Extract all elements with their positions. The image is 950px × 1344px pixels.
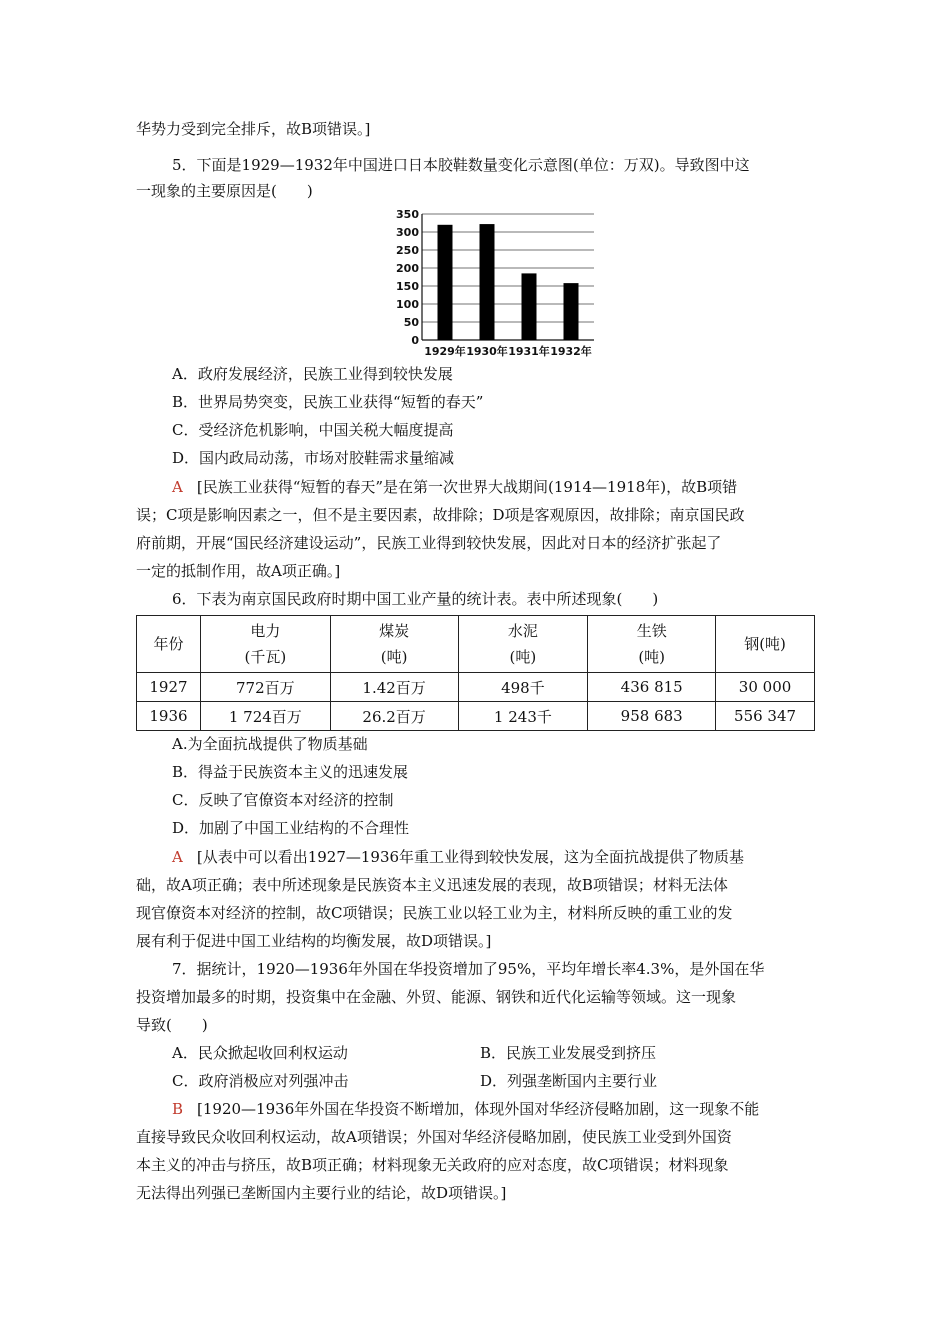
explanation-7-line-3: 本主义的冲击与挤压，故B项正确；材料现象无关政府的应对态度，故C项错误；材料现象 xyxy=(136,1156,729,1174)
explanation-6-line-3: 现官僚资本对经济的控制，故C项错误；民族工业以轻工业为主，材料所反映的重工业的发 xyxy=(136,904,733,922)
explanation-5-line-3: 府前期，开展“国民经济建设运动”，民族工业得到较快发展，因此对日本的经济扩张起了 xyxy=(136,534,722,552)
table-cell: 772百万 xyxy=(200,673,330,702)
table-cell: 30 000 xyxy=(716,673,815,702)
explanation-7-line-4: 无法得出列强已垄断国内主要行业的结论，故D项错误。] xyxy=(136,1184,507,1202)
x-tick-label: 1929年 xyxy=(424,345,466,358)
y-tick-label: 350 xyxy=(396,208,419,221)
answer-letter: B xyxy=(172,1100,184,1118)
explanation-6-line-1 xyxy=(172,847,744,867)
header-electricity: 电力 (千瓦) xyxy=(200,616,330,673)
table-cell: 1 243千 xyxy=(458,702,588,731)
question-7-stem: 7．据统计，1920—1936年外国在华投资增加了95%，平均年增长率4.3%，是外国在华 xyxy=(172,960,765,978)
option-6a: A.为全面抗战提供了物质基础 xyxy=(172,735,368,753)
x-tick-label: 1932年 xyxy=(550,345,592,358)
table-cell: 498千 xyxy=(458,673,588,702)
table-row xyxy=(137,702,815,731)
question-6-stem: 6．下表为南京国民政府时期中国工业产量的统计表。表中所述现象( ) xyxy=(172,590,659,608)
header-pig-iron: 生铁 (吨) xyxy=(588,616,716,673)
x-tick-label: 1930年 xyxy=(466,345,508,358)
option-5a: A．政府发展经济，民族工业得到较快发展 xyxy=(172,365,453,383)
explanation-text: [1920—1936年外国在华投资不断增加，体现外国对华经济侵略加剧，这一现象不能 xyxy=(197,1100,760,1118)
explanation-7-line-2: 直接导致民众收回利权运动，故A项错误；外国对华经济侵略加剧，使民族工业受到外国资 xyxy=(136,1128,732,1146)
table-cell: 1.42百万 xyxy=(330,673,458,702)
option-5d: D．国内政局动荡，市场对胶鞋需求量缩减 xyxy=(172,449,455,467)
table-row xyxy=(137,673,815,702)
y-tick-label: 300 xyxy=(396,226,419,239)
option-6b: B．得益于民族资本主义的迅速发展 xyxy=(172,763,409,781)
header-year: 年份 xyxy=(137,616,201,673)
option-7c: C．政府消极应对列强冲击 xyxy=(172,1072,349,1090)
option-7d: D．列强垄断国内主要行业 xyxy=(480,1072,658,1090)
header-steel: 钢(吨) xyxy=(716,616,815,673)
explanation-6-line-4: 展有利于促进中国工业结构的均衡发展，故D项错误。] xyxy=(136,932,492,950)
bar xyxy=(522,273,537,340)
question-7-stem-cont: 投资增加最多的时期，投资集中在金融、外贸、能源、钢铁和近代化运输等领域。这一现象 xyxy=(136,988,737,1006)
x-tick-label: 1931年 xyxy=(508,345,550,358)
industry-output-table xyxy=(136,615,815,731)
y-tick-labels xyxy=(396,208,419,347)
answer-letter: A xyxy=(172,478,183,496)
option-7b: B．民族工业发展受到挤压 xyxy=(480,1044,657,1062)
option-7a: A．民众掀起收回利权运动 xyxy=(172,1044,348,1062)
option-6c: C．反映了官僚资本对经济的控制 xyxy=(172,791,394,809)
explanation-5-line-2: 误；C项是影响因素之一，但不是主要因素，故排除；D项是客观原因，故排除；南京国民政 xyxy=(136,506,745,524)
table-cell: 1936 xyxy=(137,702,201,731)
y-tick-label: 100 xyxy=(396,298,419,311)
shoe-import-bar-chart xyxy=(386,206,600,364)
table-header-row xyxy=(137,616,815,673)
header-cement: 水泥 (吨) xyxy=(458,616,588,673)
chart-bars xyxy=(438,224,579,340)
option-5c: C．受经济危机影响，中国关税大幅度提高 xyxy=(172,421,454,439)
question-5-stem-cont: 一现象的主要原因是( ) xyxy=(136,182,313,200)
explanation-text: [民族工业获得“短暂的春天”是在第一次世界大战期间(1914—1918年)，故B项错 xyxy=(196,478,738,496)
y-tick-label: 50 xyxy=(403,316,419,329)
bar xyxy=(480,224,495,340)
text-line: 华势力受到完全排斥，故B项错误。] xyxy=(136,120,371,138)
option-6d: D．加剧了中国工业结构的不合理性 xyxy=(172,819,410,837)
table-cell: 1927 xyxy=(137,673,201,702)
header-coal: 煤炭 (吨) xyxy=(330,616,458,673)
bar xyxy=(564,283,579,340)
option-5b: B．世界局势突变，民族工业获得“短暂的春天” xyxy=(172,393,484,411)
question-7-stem-cont: 导致( ) xyxy=(136,1016,208,1034)
table-cell: 958 683 xyxy=(588,702,716,731)
y-tick-label: 250 xyxy=(396,244,419,257)
explanation-text: [从表中可以看出1927—1936年重工业得到较快发展，这为全面抗战提供了物质基 xyxy=(196,848,745,866)
y-tick-label: 150 xyxy=(396,280,419,293)
bar xyxy=(438,225,453,340)
table-cell: 436 815 xyxy=(588,673,716,702)
x-tick-labels xyxy=(424,344,592,358)
table-cell: 1 724百万 xyxy=(200,702,330,731)
question-5-stem: 5．下面是1929—1932年中国进口日本胶鞋数量变化示意图(单位：万双)。导致图中这 xyxy=(172,156,750,174)
table-cell: 556 347 xyxy=(716,702,815,731)
table-cell: 26.2百万 xyxy=(330,702,458,731)
explanation-5-line-1 xyxy=(172,477,737,497)
answer-letter: A xyxy=(172,848,183,866)
explanation-6-line-2: 础，故A项正确；表中所述现象是民族资本主义迅速发展的表现，故B项错误；材料无法体 xyxy=(136,876,728,894)
y-tick-label: 0 xyxy=(411,334,419,347)
y-tick-label: 200 xyxy=(396,262,419,275)
explanation-7-line-1 xyxy=(172,1099,759,1119)
explanation-5-line-4: 一定的抵制作用，故A项正确。] xyxy=(136,562,341,580)
